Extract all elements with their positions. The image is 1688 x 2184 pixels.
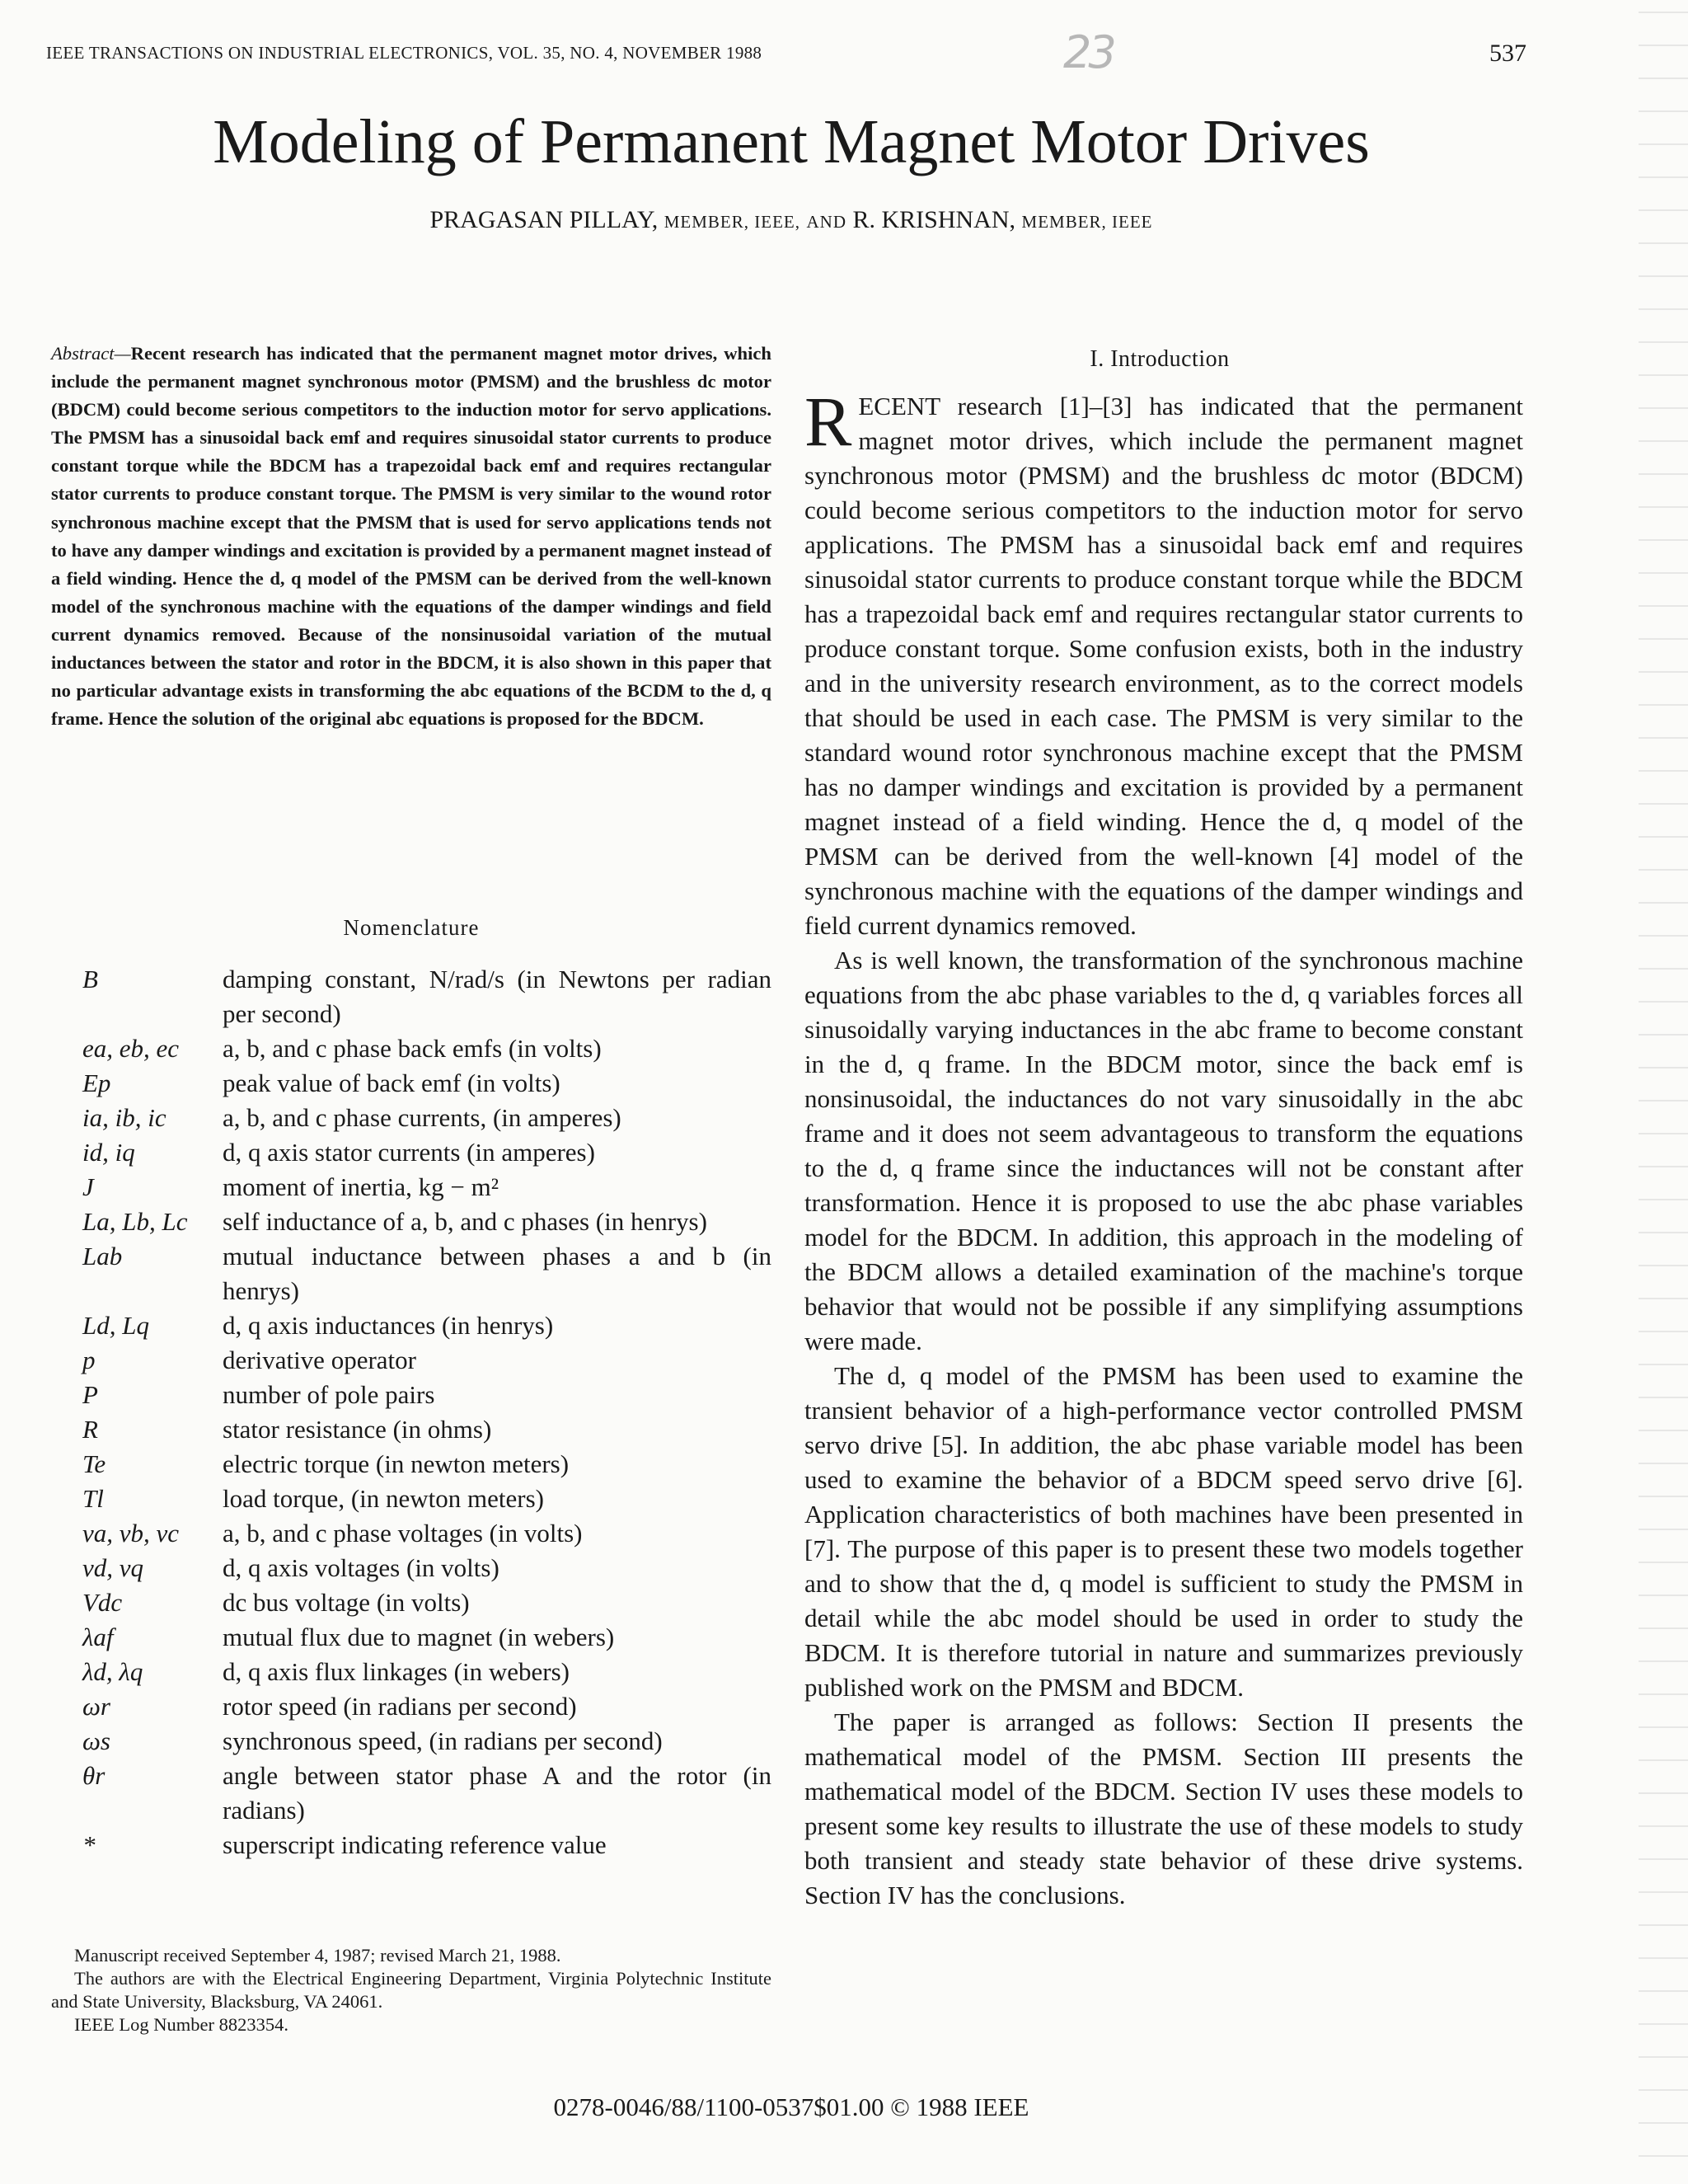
nomenclature-row — [82, 962, 771, 1031]
nomenclature-list — [82, 962, 771, 1862]
footnote-affiliation: The authors are with the Electrical Engineering Department, Virginia Polytechnic Institute and State University, Blacksburg, VA 24061. — [51, 1968, 771, 2012]
nomenclature-row — [82, 1689, 771, 1724]
nomenclature-definition: d, q axis flux linkages (in webers) — [223, 1657, 570, 1686]
abstract-lead: Abstract— — [51, 343, 131, 364]
nomenclature-row — [82, 1170, 771, 1205]
nomenclature-row — [82, 1516, 771, 1551]
intro-paragraph: The d, q model of the PMSM has been used to examine the transient behavior of a high-performance vector controlled PMSM servo drive [5]. In addition, the abc phase variable model has been used to examine the behavior of a BDCM speed servo drive [6]. Application characteristics of both machines have been presented in [7]. The purpose of this paper is to present these two models together and to show that the d, q model is sufficient to study the PMSM in detail while the abc model should be used in order to study the BDCM. It is therefore tutorial in nature and summarizes previously published work on the PMSM and BDCM. — [804, 1361, 1523, 1702]
nomenclature-symbol: Ld, Lq — [82, 1311, 149, 1340]
author-1-membership: MEMBER, IEEE, — [663, 212, 800, 232]
nomenclature-row — [82, 1412, 771, 1447]
nomenclature-definition: synchronous speed, (in radians per second) — [223, 1726, 663, 1755]
nomenclature-definition: a, b, and c phase voltages (in volts) — [223, 1519, 583, 1548]
nomenclature-heading: Nomenclature — [343, 915, 480, 940]
nomenclature-definition: d, q axis voltages (in volts) — [223, 1553, 499, 1582]
nomenclature-definition: d, q axis inductances (in henrys) — [223, 1311, 554, 1340]
nomenclature-row — [82, 1551, 771, 1585]
introduction-body — [804, 382, 1523, 1913]
nomenclature-row — [82, 1031, 771, 1066]
handwritten-number: 23 — [1063, 26, 1114, 78]
nomenclature-definition: mutual flux due to magnet (in webers) — [223, 1623, 615, 1651]
section-heading-introduction: I. Introduction — [1090, 346, 1230, 372]
nomenclature-definition: derivative operator — [223, 1346, 416, 1374]
nomenclature-symbol: Te — [82, 1449, 106, 1478]
nomenclature-row — [82, 1135, 771, 1170]
copyright-line: 0278-0046/88/1100-0537$01.00 © 1988 IEEE — [553, 2092, 1029, 2121]
nomenclature-row — [82, 1205, 771, 1239]
nomenclature-symbol: ea, eb, ec — [82, 1034, 180, 1063]
paper-title: Modeling of Permanent Magnet Motor Drives — [213, 107, 1370, 176]
nomenclature-symbol: R — [82, 1415, 98, 1444]
nomenclature-definition: load torque, (in newton meters) — [223, 1484, 544, 1513]
nomenclature-symbol: vd, vq — [82, 1553, 144, 1582]
nomenclature-definition: moment of inertia, kg − m² — [223, 1172, 499, 1201]
nomenclature-definition: d, q axis stator currents (in amperes) — [223, 1138, 595, 1167]
nomenclature-definition: a, b, and c phase back emfs (in volts) — [223, 1034, 602, 1063]
nomenclature-row — [82, 1101, 771, 1135]
footnote-log-number: IEEE Log Number 8823354. — [74, 2014, 288, 2035]
footnote — [51, 1944, 771, 2036]
nomenclature-definition: angle between stator phase A and the rotor (in radians) — [223, 1761, 771, 1825]
nomenclature-symbol: Tl — [82, 1484, 104, 1513]
nomenclature-row — [82, 1066, 771, 1101]
nomenclature-symbol: Ep — [82, 1069, 111, 1097]
author-conjunction: AND — [806, 212, 846, 232]
nomenclature-definition: rotor speed (in radians per second) — [223, 1692, 577, 1721]
intro-paragraph — [804, 382, 1523, 943]
nomenclature-row — [82, 1239, 771, 1308]
nomenclature-symbol: ωs — [82, 1726, 110, 1755]
author-2: R. KRISHNAN, — [852, 206, 1016, 233]
nomenclature-row — [82, 1620, 771, 1655]
nomenclature-symbol: θr — [82, 1761, 106, 1790]
journal-header: IEEE TRANSACTIONS ON INDUSTRIAL ELECTRONICS, VOL. 35, NO. 4, NOVEMBER 1988 — [46, 43, 762, 63]
intro-paragraph: As is well known, the transformation of the synchronous machine equations from the abc phase variables to the d, q variables forces all sinusoidally varying inductances in the abc frame to become constant in the d, q frame. In the BDCM motor, since the back emf is nonsinusoidal, the inductances do not vary sinusoidally in the abc frame and it does not seem advantageous to transform the equations to the d, q frame since the inductances will not be constant after transformation. Hence it is proposed to use the abc phase variables model for the BDCM. In addition, this approach in the modeling of the BDCM allows a detailed examination of the machine's torque behavior that would not be possible if any simplifying assumptions were made. — [804, 946, 1523, 1355]
nomenclature-symbol: Lab — [82, 1242, 123, 1270]
nomenclature-definition: peak value of back emf (in volts) — [223, 1069, 560, 1097]
nomenclature-row — [82, 1724, 771, 1759]
nomenclature-row — [82, 1759, 771, 1828]
nomenclature-definition: stator resistance (in ohms) — [223, 1415, 492, 1444]
page-number: 537 — [1489, 40, 1526, 67]
nomenclature-symbol: * — [82, 1830, 96, 1859]
drop-cap: R — [804, 382, 852, 461]
nomenclature-row — [82, 1655, 771, 1689]
nomenclature-definition: dc bus voltage (in volts) — [223, 1588, 470, 1617]
nomenclature-symbol: id, iq — [82, 1138, 135, 1167]
nomenclature-symbol: J — [82, 1172, 94, 1201]
nomenclature-row — [82, 1378, 771, 1412]
intro-paragraph-text: ECENT research [1]–[3] has indicated that the permanent magnet motor drives, which include the permanent magnet synchronous motor (PMSM) and the brushless dc motor (BDCM) could become serious competitors to the induction motor for servo applications. The PMSM has a sinusoidal back emf and requires sinusoidal stator currents to produce constant torque while the BDCM has a trapezoidal back emf and requires rectangular stator currents to produce constant torque. Some confusion exists, both in the industry and in the university research environment, as to the correct models that should be used in each case. The PMSM is very similar to the standard wound rotor synchronous machine except that the PMSM has no damper windings and excitation is provided by a permanent magnet instead of a field winding. Hence the d, q model of the PMSM can be derived from the well-known [4] model of the synchronous machine with the equations of the damper windings and field current dynamics removed. — [804, 392, 1523, 940]
intro-paragraph: The paper is arranged as follows: Section II presents the mathematical model of the PMSM. Section III presents the mathematical model of the BDCM. Section IV uses these models to present some key results to illustrate the use of these models to study both transient and steady state behavior of these drive systems. Section IV has the conclusions. — [804, 1707, 1523, 1909]
nomenclature-definition: mutual inductance between phases a and b (in henrys) — [223, 1242, 771, 1305]
nomenclature-row — [82, 1482, 771, 1516]
nomenclature-symbol: La, Lb, Lc — [82, 1207, 188, 1236]
nomenclature-row — [82, 1447, 771, 1482]
nomenclature-row — [82, 1343, 771, 1378]
nomenclature-symbol: B — [82, 965, 98, 993]
footnote-received: Manuscript received September 4, 1987; revised March 21, 1988. — [74, 1945, 561, 1966]
nomenclature-row — [82, 1308, 771, 1343]
nomenclature-row — [82, 1828, 771, 1862]
nomenclature-definition: number of pole pairs — [223, 1380, 435, 1409]
author-line — [0, 206, 1582, 234]
nomenclature-definition: damping constant, N/rad/s (in Newtons per radian per second) — [223, 965, 771, 1028]
nomenclature-definition: electric torque (in newton meters) — [223, 1449, 570, 1478]
nomenclature-definition: self inductance of a, b, and c phases (in henrys) — [223, 1207, 707, 1236]
author-2-membership: MEMBER, IEEE — [1021, 212, 1153, 232]
nomenclature-definition: a, b, and c phase currents, (in amperes) — [223, 1103, 621, 1132]
nomenclature-symbol: ωr — [82, 1692, 110, 1721]
abstract — [51, 340, 771, 733]
nomenclature-symbol: λd, λq — [82, 1657, 143, 1686]
nomenclature-symbol: p — [82, 1346, 96, 1374]
abstract-text: Recent research has indicated that the permanent magnet motor drives, which include the permanent magnet synchronous motor (PMSM) and the brushless dc motor (BDCM) could become serious competitors to the induction motor for servo applications. The PMSM has a sinusoidal back emf and requires sinusoidal stator currents to produce constant torque while the BDCM has a trapezoidal back emf and requires rectangular stator currents to produce constant torque. The PMSM is very similar to the wound rotor synchronous machine except that the PMSM that is used for servo applications tends not to have any damper windings and excitation is provided by a permanent magnet instead of a field winding. Hence the d, q model of the PMSM can be derived from the well-known model of the synchronous machine with the equations of the damper windings and field current dynamics removed. Because of the nonsinusoidal variation of the mutual inductances between the stator and rotor in the BDCM, it is also shown in this paper that no particular advantage exists in transforming the abc equations of the BCDM to the d, q frame. Hence the solution of the original abc equations is proposed for the BDCM. — [51, 343, 771, 730]
nomenclature-symbol: λaf — [82, 1623, 114, 1651]
nomenclature-symbol: P — [82, 1380, 98, 1409]
nomenclature-symbol: va, vb, vc — [82, 1519, 180, 1548]
nomenclature-symbol: Vdc — [82, 1588, 123, 1617]
scan-edge-artifact — [1639, 0, 1688, 2184]
nomenclature-symbol: ia, ib, ic — [82, 1103, 166, 1132]
nomenclature-row — [82, 1585, 771, 1620]
author-1: PRAGASAN PILLAY, — [429, 206, 659, 233]
nomenclature-definition: superscript indicating reference value — [223, 1830, 607, 1859]
